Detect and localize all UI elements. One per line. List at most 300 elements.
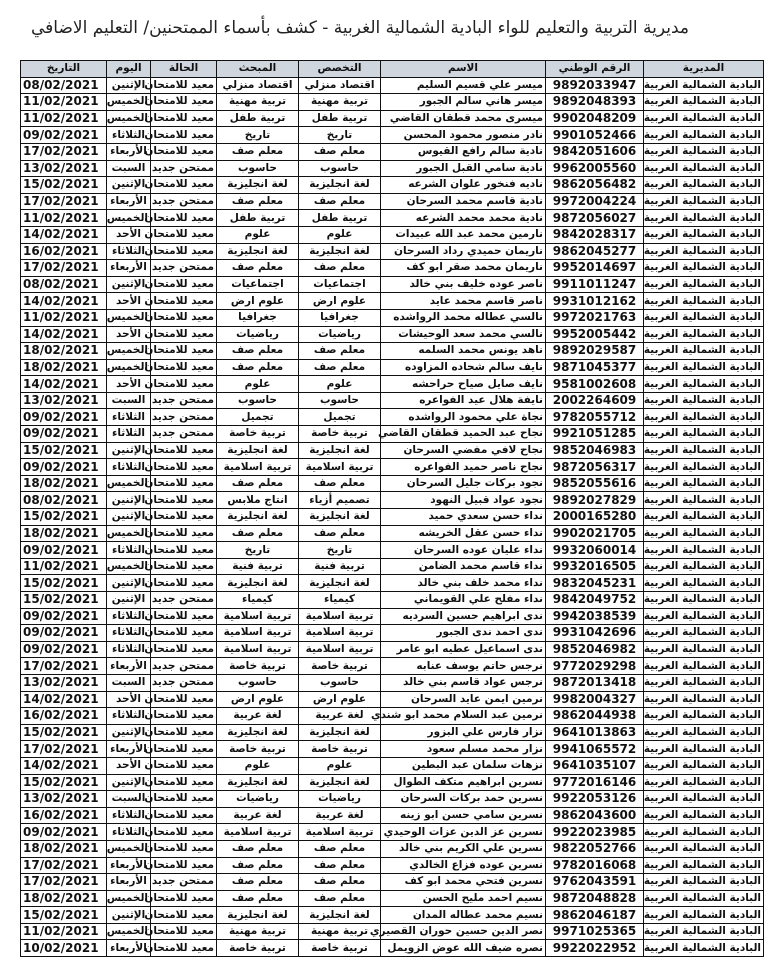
table-row (21, 177, 764, 194)
subject-cell: علوم ارض (217, 293, 299, 310)
subject-cell: تربية خاصة (217, 426, 299, 443)
date-cell: 13/02/2021 (21, 160, 107, 177)
day-cell: الخميس (107, 110, 151, 127)
table-row (21, 741, 764, 758)
table-body (21, 77, 764, 956)
directorate-cell: البادية الشمالية الغربية (644, 840, 764, 857)
national-id-cell: 9911011247 (546, 276, 644, 293)
subject-cell: لغة انجليزية (217, 575, 299, 592)
header-day: اليوم (107, 61, 151, 78)
specialization-cell: تربية طفل (299, 210, 381, 227)
directorate-cell: البادية الشمالية الغربية (644, 674, 764, 691)
national-id-cell: 9872048828 (546, 890, 644, 907)
day-cell: الإثنين (107, 492, 151, 509)
name-cell: نارمين محمد عبد الله عبيدات (381, 226, 546, 243)
national-id-cell: 9782016068 (546, 857, 644, 874)
specialization-cell: رياضيات (299, 326, 381, 343)
specialization-cell: لغة انجليزية (299, 774, 381, 791)
day-cell: الخميس (107, 309, 151, 326)
subject-cell: لغة انجليزية (217, 907, 299, 924)
table-row (21, 143, 764, 160)
directorate-cell: البادية الشمالية الغربية (644, 143, 764, 160)
name-cell: نداء قاسم محمد الضامن (381, 558, 546, 575)
national-id-cell: 9921051285 (546, 426, 644, 443)
directorate-cell: البادية الشمالية الغربية (644, 376, 764, 393)
table-row (21, 226, 764, 243)
status-cell: معيد للامتحان (151, 890, 217, 907)
subject-cell: معلم صف (217, 525, 299, 542)
day-cell: الأحد (107, 326, 151, 343)
specialization-cell: علوم ارض (299, 293, 381, 310)
day-cell: الإثنين (107, 276, 151, 293)
name-cell: ناصر قاسم محمد عايد (381, 293, 546, 310)
national-id-cell: 9932016505 (546, 558, 644, 575)
day-cell: الثلاثاء (107, 708, 151, 725)
specialization-cell: تربية خاصة (299, 940, 381, 957)
directorate-cell: البادية الشمالية الغربية (644, 459, 764, 476)
day-cell: الخميس (107, 210, 151, 227)
specialization-cell: معلم صف (299, 359, 381, 376)
specialization-cell: معلم صف (299, 193, 381, 210)
date-cell: 15/02/2021 (21, 509, 107, 526)
subject-cell: رياضيات (217, 791, 299, 808)
day-cell: الأربعاء (107, 741, 151, 758)
name-cell: نالسي عطاله محمد الرواشده (381, 309, 546, 326)
table-row (21, 807, 764, 824)
name-cell: نسرين عز الدين عزات الوحيدي (381, 824, 546, 841)
table-row (21, 923, 764, 940)
date-cell: 09/02/2021 (21, 409, 107, 426)
specialization-cell: تربية مهنية (299, 94, 381, 111)
name-cell: ندى اسماعيل عطيه ابو عامر (381, 641, 546, 658)
subject-cell: معلم صف (217, 343, 299, 360)
date-cell: 15/02/2021 (21, 442, 107, 459)
national-id-cell: 9972021763 (546, 309, 644, 326)
directorate-cell: البادية الشمالية الغربية (644, 708, 764, 725)
subject-cell: تربية اسلامية (217, 641, 299, 658)
specialization-cell: معلم صف (299, 857, 381, 874)
directorate-cell: البادية الشمالية الغربية (644, 260, 764, 277)
date-cell: 17/02/2021 (21, 874, 107, 891)
national-id-cell: 9762043591 (546, 874, 644, 891)
specialization-cell: علوم (299, 757, 381, 774)
date-cell: 15/02/2021 (21, 774, 107, 791)
national-id-cell: 9641013863 (546, 724, 644, 741)
name-cell: نرمين عبد السلام محمد ابو شندي (381, 708, 546, 725)
specialization-cell: حاسوب (299, 674, 381, 691)
subject-cell: معلم صف (217, 840, 299, 857)
directorate-cell: البادية الشمالية الغربية (644, 509, 764, 526)
name-cell: نزهات سلمان عبد البطين (381, 757, 546, 774)
status-cell: معيد للامتحان (151, 757, 217, 774)
date-cell: 11/02/2021 (21, 309, 107, 326)
national-id-cell: 2002264609 (546, 392, 644, 409)
date-cell: 09/02/2021 (21, 426, 107, 443)
status-cell: ممتحن جديد (151, 426, 217, 443)
status-cell: معيد للامتحان (151, 625, 217, 642)
table-row (21, 276, 764, 293)
day-cell: الإثنين (107, 592, 151, 609)
date-cell: 11/02/2021 (21, 923, 107, 940)
name-cell: نادية سالم رافع القيوس (381, 143, 546, 160)
name-cell: ميسر علي قسيم السليم (381, 77, 546, 94)
day-cell: الثلاثاء (107, 608, 151, 625)
table-row (21, 575, 764, 592)
name-cell: ناريمان محمد صقر ابو كف (381, 260, 546, 277)
status-cell: معيد للامتحان (151, 641, 217, 658)
name-cell: نداء عليان عوده السرحان (381, 542, 546, 559)
directorate-cell: البادية الشمالية الغربية (644, 907, 764, 924)
date-cell: 14/02/2021 (21, 293, 107, 310)
national-id-cell: 9901052466 (546, 127, 644, 144)
subject-cell: تربية اسلامية (217, 625, 299, 642)
table-row (21, 791, 764, 808)
subject-cell: لغة انجليزية (217, 243, 299, 260)
status-cell: معيد للامتحان (151, 442, 217, 459)
directorate-cell: البادية الشمالية الغربية (644, 475, 764, 492)
directorate-cell: البادية الشمالية الغربية (644, 392, 764, 409)
subject-cell: لغة انجليزية (217, 442, 299, 459)
day-cell: الخميس (107, 840, 151, 857)
directorate-cell: البادية الشمالية الغربية (644, 741, 764, 758)
national-id-cell: 9862045277 (546, 243, 644, 260)
day-cell: الثلاثاء (107, 625, 151, 642)
national-id-cell: 9942038539 (546, 608, 644, 625)
specialization-cell: علوم (299, 226, 381, 243)
day-cell: الثلاثاء (107, 459, 151, 476)
subject-cell: معلم صف (217, 143, 299, 160)
directorate-cell: البادية الشمالية الغربية (644, 193, 764, 210)
specialization-cell: حاسوب (299, 392, 381, 409)
table-row (21, 210, 764, 227)
specialization-cell: تربية اسلامية (299, 608, 381, 625)
table-row (21, 757, 764, 774)
date-cell: 18/02/2021 (21, 890, 107, 907)
national-id-cell: 9902021705 (546, 525, 644, 542)
table-row (21, 940, 764, 957)
name-cell: نجود بركات جليل السرحان (381, 475, 546, 492)
day-cell: السبت (107, 392, 151, 409)
specialization-cell: معلم صف (299, 260, 381, 277)
status-cell: معيد للامتحان (151, 708, 217, 725)
day-cell: السبت (107, 160, 151, 177)
day-cell: الثلاثاء (107, 542, 151, 559)
status-cell: معيد للامتحان (151, 525, 217, 542)
name-cell: ناريمان حميدي رداد السرحان (381, 243, 546, 260)
date-cell: 14/02/2021 (21, 757, 107, 774)
day-cell: الأربعاء (107, 260, 151, 277)
name-cell: نداء محمد خلف بني خالد (381, 575, 546, 592)
national-id-cell: 9892033947 (546, 77, 644, 94)
header-national-id: الرقم الوطني (546, 61, 644, 78)
day-cell: الأحد (107, 226, 151, 243)
status-cell: معيد للامتحان (151, 359, 217, 376)
date-cell: 11/02/2021 (21, 94, 107, 111)
status-cell: معيد للامتحان (151, 741, 217, 758)
date-cell: 14/02/2021 (21, 376, 107, 393)
name-cell: نجاة علي محمود الرواشده (381, 409, 546, 426)
status-cell: ممتحن جديد (151, 874, 217, 891)
specialization-cell: علوم (299, 376, 381, 393)
national-id-cell: 9832045231 (546, 575, 644, 592)
national-id-cell: 9852046983 (546, 442, 644, 459)
directorate-cell: البادية الشمالية الغربية (644, 575, 764, 592)
table-row (21, 724, 764, 741)
date-cell: 18/02/2021 (21, 343, 107, 360)
table-row (21, 708, 764, 725)
directorate-cell: البادية الشمالية الغربية (644, 442, 764, 459)
subject-cell: لغة انجليزية (217, 774, 299, 791)
specialization-cell: معلم صف (299, 475, 381, 492)
table-row (21, 293, 764, 310)
specialization-cell: رياضيات (299, 791, 381, 808)
table-row (21, 874, 764, 891)
national-id-cell: 9862056482 (546, 177, 644, 194)
specialization-cell: لغة انجليزية (299, 724, 381, 741)
table-row (21, 774, 764, 791)
table-row (21, 492, 764, 509)
directorate-cell: البادية الشمالية الغربية (644, 774, 764, 791)
directorate-cell: البادية الشمالية الغربية (644, 525, 764, 542)
national-id-cell: 2000165280 (546, 509, 644, 526)
table-row (21, 608, 764, 625)
name-cell: نسرين ابراهيم متكف الطوال (381, 774, 546, 791)
subject-cell: تربية طفل (217, 210, 299, 227)
specialization-cell: جغرافيا (299, 309, 381, 326)
subject-cell: تاريخ (217, 542, 299, 559)
specialization-cell: تربية اسلامية (299, 625, 381, 642)
name-cell: نداء حسن عقل الخريشه (381, 525, 546, 542)
day-cell: السبت (107, 674, 151, 691)
name-cell: نرمين ايمن عايد السرحان (381, 691, 546, 708)
day-cell: الإثنين (107, 177, 151, 194)
status-cell: معيد للامتحان (151, 459, 217, 476)
status-cell: معيد للامتحان (151, 127, 217, 144)
subject-cell: تربية طفل (217, 110, 299, 127)
national-id-cell: 9871045377 (546, 359, 644, 376)
day-cell: الثلاثاء (107, 243, 151, 260)
name-cell: نزار محمد مسلم سعود (381, 741, 546, 758)
subject-cell: لغة عربية (217, 708, 299, 725)
date-cell: 10/02/2021 (21, 940, 107, 957)
national-id-cell: 9842049752 (546, 592, 644, 609)
specialization-cell: تاريخ (299, 542, 381, 559)
header-date: التاريخ (21, 61, 107, 78)
subject-cell: لغة انجليزية (217, 509, 299, 526)
national-id-cell: 9922053126 (546, 791, 644, 808)
date-cell: 11/02/2021 (21, 110, 107, 127)
table-row (21, 359, 764, 376)
specialization-cell: معلم صف (299, 890, 381, 907)
header-specialization: التخصص (299, 61, 381, 78)
date-cell: 14/02/2021 (21, 226, 107, 243)
status-cell: معيد للامتحان (151, 326, 217, 343)
specialization-cell: تصميم أزياء (299, 492, 381, 509)
day-cell: الثلاثاء (107, 127, 151, 144)
subject-cell: لغة انجليزية (217, 724, 299, 741)
subject-cell: تربية فنية (217, 558, 299, 575)
directorate-cell: البادية الشمالية الغربية (644, 658, 764, 675)
status-cell: معيد للامتحان (151, 309, 217, 326)
subject-cell: تاريخ (217, 127, 299, 144)
subject-cell: لغة عربية (217, 807, 299, 824)
name-cell: نسرين عوده فزاع الخالدي (381, 857, 546, 874)
status-cell: معيد للامتحان (151, 558, 217, 575)
day-cell: الأربعاء (107, 874, 151, 891)
table-row (21, 409, 764, 426)
specialization-cell: معلم صف (299, 840, 381, 857)
name-cell: ناصر عوده خليف بني خالد (381, 276, 546, 293)
national-id-cell: 9872056027 (546, 210, 644, 227)
national-id-cell: 9892029587 (546, 343, 644, 360)
status-cell: معيد للامتحان (151, 492, 217, 509)
name-cell: نرجس عواد قاسم بني خالد (381, 674, 546, 691)
status-cell: معيد للامتحان (151, 807, 217, 824)
specialization-cell: تربية خاصة (299, 658, 381, 675)
day-cell: الثلاثاء (107, 807, 151, 824)
date-cell: 16/02/2021 (21, 807, 107, 824)
directorate-cell: البادية الشمالية الغربية (644, 691, 764, 708)
status-cell: معيد للامتحان (151, 907, 217, 924)
table-row (21, 459, 764, 476)
directorate-cell: البادية الشمالية الغربية (644, 558, 764, 575)
subject-cell: حاسوب (217, 160, 299, 177)
status-cell: معيد للامتحان (151, 243, 217, 260)
date-cell: 11/02/2021 (21, 558, 107, 575)
status-cell: ممتحن جديد (151, 674, 217, 691)
date-cell: 08/02/2021 (21, 77, 107, 94)
day-cell: الإثنين (107, 442, 151, 459)
national-id-cell: 9952005442 (546, 326, 644, 343)
name-cell: نسرين علي الكريم بني خالد (381, 840, 546, 857)
status-cell: معيد للامتحان (151, 542, 217, 559)
day-cell: الخميس (107, 94, 151, 111)
directorate-cell: البادية الشمالية الغربية (644, 226, 764, 243)
day-cell: الأربعاء (107, 193, 151, 210)
specialization-cell: تربية خاصة (299, 426, 381, 443)
status-cell: معيد للامتحان (151, 210, 217, 227)
date-cell: 17/02/2021 (21, 857, 107, 874)
table-row (21, 641, 764, 658)
specialization-cell: تجميل (299, 409, 381, 426)
national-id-cell: 9982004327 (546, 691, 644, 708)
specialization-cell: اجتماعيات (299, 276, 381, 293)
specialization-cell: معلم صف (299, 343, 381, 360)
national-id-cell: 9842051606 (546, 143, 644, 160)
specialization-cell: تربية مهنية (299, 923, 381, 940)
name-cell: ناديه فنخور علوان الشرعه (381, 177, 546, 194)
day-cell: الخميس (107, 558, 151, 575)
date-cell: 15/02/2021 (21, 907, 107, 924)
date-cell: 09/02/2021 (21, 608, 107, 625)
name-cell: نجاح ناصر حميد الفواعره (381, 459, 546, 476)
specialization-cell: معلم صف (299, 525, 381, 542)
subject-cell: جغرافيا (217, 309, 299, 326)
date-cell: 09/02/2021 (21, 824, 107, 841)
status-cell: معيد للامتحان (151, 608, 217, 625)
status-cell: معيد للامتحان (151, 824, 217, 841)
status-cell: معيد للامتحان (151, 110, 217, 127)
status-cell: معيد للامتحان (151, 94, 217, 111)
name-cell: نجاح عبد الحميد قطقان القاضي (381, 426, 546, 443)
name-cell: نصره ضيف الله عوض الزويمل (381, 940, 546, 957)
directorate-cell: البادية الشمالية الغربية (644, 625, 764, 642)
directorate-cell: البادية الشمالية الغربية (644, 77, 764, 94)
subject-cell: كيمياء (217, 592, 299, 609)
date-cell: 15/02/2021 (21, 177, 107, 194)
status-cell: معيد للامتحان (151, 575, 217, 592)
subject-cell: تجميل (217, 409, 299, 426)
status-cell: ممتحن جديد (151, 592, 217, 609)
status-cell: معيد للامتحان (151, 376, 217, 393)
name-cell: ندى احمد ندى الجبور (381, 625, 546, 642)
day-cell: الإثنين (107, 77, 151, 94)
status-cell: ممتحن جديد (151, 658, 217, 675)
date-cell: 18/02/2021 (21, 840, 107, 857)
date-cell: 17/02/2021 (21, 193, 107, 210)
header-subject: المبحث (217, 61, 299, 78)
national-id-cell: 9962005560 (546, 160, 644, 177)
table-row (21, 442, 764, 459)
national-id-cell: 9922023985 (546, 824, 644, 841)
subject-cell: رياضيات (217, 326, 299, 343)
day-cell: الإثنين (107, 774, 151, 791)
directorate-cell: البادية الشمالية الغربية (644, 542, 764, 559)
date-cell: 18/02/2021 (21, 359, 107, 376)
directorate-cell: البادية الشمالية الغربية (644, 890, 764, 907)
directorate-cell: البادية الشمالية الغربية (644, 409, 764, 426)
day-cell: الإثنين (107, 724, 151, 741)
directorate-cell: البادية الشمالية الغربية (644, 326, 764, 343)
examinees-table (20, 60, 764, 957)
specialization-cell: كيمياء (299, 592, 381, 609)
directorate-cell: البادية الشمالية الغربية (644, 824, 764, 841)
directorate-cell: البادية الشمالية الغربية (644, 791, 764, 808)
specialization-cell: لغة انجليزية (299, 509, 381, 526)
date-cell: 14/02/2021 (21, 691, 107, 708)
table-row (21, 260, 764, 277)
date-cell: 09/02/2021 (21, 127, 107, 144)
name-cell: نداء مفلح علي القويماني (381, 592, 546, 609)
directorate-cell: البادية الشمالية الغربية (644, 160, 764, 177)
status-cell: معيد للامتحان (151, 840, 217, 857)
national-id-cell: 9872056317 (546, 459, 644, 476)
directorate-cell: البادية الشمالية الغربية (644, 807, 764, 824)
date-cell: 13/02/2021 (21, 791, 107, 808)
table-row (21, 392, 764, 409)
day-cell: الأحد (107, 293, 151, 310)
table-row (21, 824, 764, 841)
table-row (21, 193, 764, 210)
directorate-cell: البادية الشمالية الغربية (644, 492, 764, 509)
directorate-cell: البادية الشمالية الغربية (644, 293, 764, 310)
name-cell: نادية محمد محمد الشرعه (381, 210, 546, 227)
subject-cell: معلم صف (217, 193, 299, 210)
specialization-cell: معلم صف (299, 143, 381, 160)
table-row (21, 558, 764, 575)
name-cell: نسيم محمد عطاله المدان (381, 907, 546, 924)
national-id-cell: 9641035107 (546, 757, 644, 774)
specialization-cell: تاريخ (299, 127, 381, 144)
name-cell: نادية قاسم محمد السرحان (381, 193, 546, 210)
subject-cell: معلم صف (217, 874, 299, 891)
name-cell: نجود عواد قبيل النهود (381, 492, 546, 509)
national-id-cell: 9892048393 (546, 94, 644, 111)
specialization-cell: لغة عربية (299, 807, 381, 824)
name-cell: نايف صايل صياح حراحشه (381, 376, 546, 393)
status-cell: معيد للامتحان (151, 226, 217, 243)
date-cell: 17/02/2021 (21, 741, 107, 758)
